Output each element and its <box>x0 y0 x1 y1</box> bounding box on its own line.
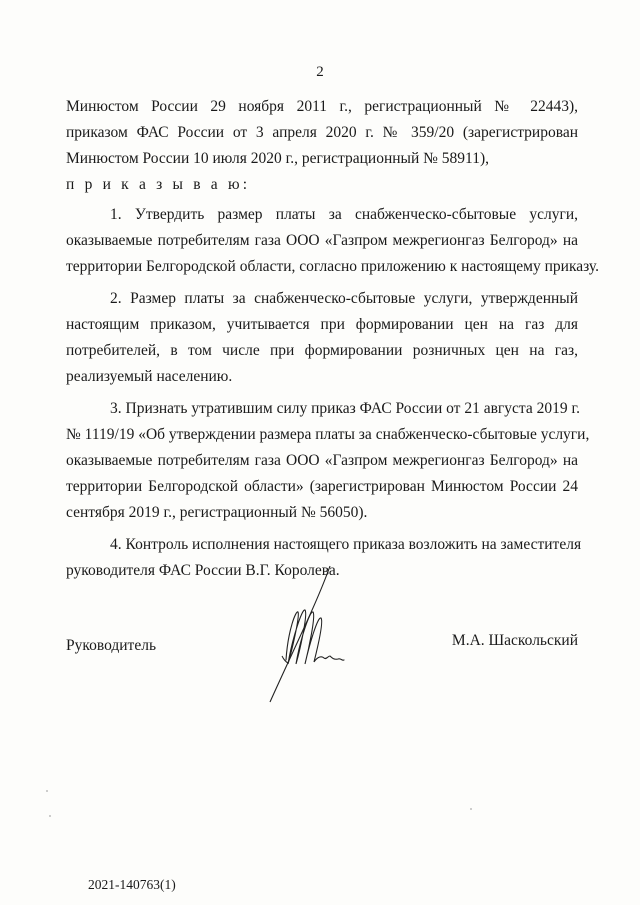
item-line: руководителя ФАС России В.Г. Королева. <box>66 562 340 579</box>
item-line: 2. Размер платы за снабженческо-сбытовые услуги, утвержденный <box>110 290 578 307</box>
item-line: 1. Утвердить размер платы за снабженческо-сбытовые услуги, <box>110 206 578 223</box>
item-line: потребителей, в том числе при формировании розничных цен на газ, <box>66 342 578 359</box>
item-line: 4. Контроль исполнения настоящего приказа возложить на заместителя <box>110 536 582 553</box>
scan-speck <box>470 808 472 810</box>
item-line: № 1119/19 «Об утверждении размера платы за снабженческо-сбытовые услуги, <box>66 426 590 443</box>
signer-title: Руководитель <box>66 637 157 654</box>
item-line: реализуемый населению. <box>66 368 233 385</box>
item-line: оказываемые потребителям газа ООО «Газпром межрегионгаз Белгород» на <box>66 452 578 469</box>
scan-speck <box>46 790 48 792</box>
page-number: 2 <box>316 64 324 80</box>
signer-name: М.А. Шаскольский <box>451 632 578 649</box>
order-item-2 <box>66 286 578 390</box>
document-body <box>66 94 599 584</box>
item-line: территории Белгородской области, согласно приложению к настоящему приказу. <box>66 258 599 275</box>
item-line: сентября 2019 г., регистрационный № 56050). <box>66 504 368 521</box>
item-line: настоящим приказом, учитывается при формировании цен на газ для <box>66 316 578 333</box>
scan-speck <box>49 815 51 817</box>
intro-line: Минюстом России 29 ноября 2011 г., регистрационный № 22443), <box>66 98 578 115</box>
item-line: 3. Признать утратившим силу приказ ФАС России от 21 августа 2019 г. <box>110 400 580 417</box>
order-item-3 <box>66 396 590 526</box>
item-line: оказываемые потребителям газа ООО «Газпром межрегионгаз Белгород» на <box>66 232 578 249</box>
order-item-1 <box>66 202 599 280</box>
document-number: 2021-140763(1) <box>88 877 176 892</box>
handwritten-signature <box>258 560 358 710</box>
intro-line: Минюстом России 10 июля 2020 г., регистрационный № 58911), <box>66 150 489 167</box>
order-word: п р и к а з ы в а ю: <box>66 176 251 193</box>
intro-line: приказом ФАС России от 3 апреля 2020 г. № 359/20 (зарегистрирован <box>66 124 578 141</box>
item-line: территории Белгородской области» (зарегистрирован Минюстом России 24 <box>66 478 578 495</box>
